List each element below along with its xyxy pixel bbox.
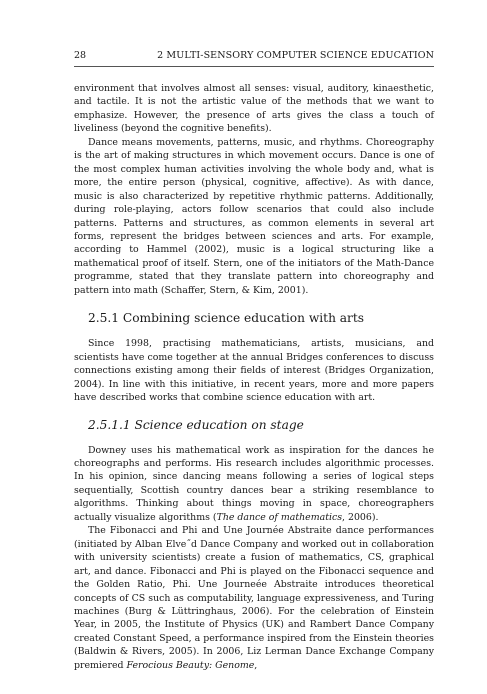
page-body <box>74 82 434 672</box>
paragraph-downey-end: , 2006). <box>342 511 379 523</box>
paragraph-fibonacci-text: The Fibonacci and Phi and Une Journée Abstraite dance performances (initiated by Alban Elve˝d Dance Company and worked out in collaboration with university scientists) create a fusion of mathematics, CS, graphical art, and dance. Fibonacci and Phi is played on the Fibonacci sequence and the Golden Ratio, Phi. Une Journeée Abstraite introduces theoretical concepts of CS such as computability, language expressiveness, and Turing machines (Burg & Lüttringhaus, 2006). For the celebration of Einstein Year, in 2005, the Institute of Physics (UK) and Rambert Dance Company created Constant Speed, a performance inspired from the Einstein theories (Baldwin & Rivers, 2005). In 2006, Liz Lerman Dance Exchange Company premiered <box>74 525 434 671</box>
paragraph-continuation: environment that involves almost all senses: visual, auditory, kinaesthetic, and tactile. It is not the artistic value of the methods that we want to emphasize. However, the presence of arts gives the class a touch of liveliness (beyond the cognitive benefits). <box>74 83 434 135</box>
paragraph-bridges: Since 1998, practising mathematicians, artists, musicians, and scientists have come together at the annual Bridges conferences to discuss connections existing among their fields of interest (Bridges Organization, 2004). In line with this initiative, in recent years, more and more papers have described works that combine science education with art. <box>74 338 434 404</box>
paragraph-fibonacci <box>74 524 434 672</box>
section-heading: 2.5.1 Combining science education with arts <box>88 311 365 326</box>
page-header <box>74 50 434 67</box>
paragraph-dance: Dance means movements, patterns, music, and rhythms. Choreography is the art of making structures in which movement occurs. Dance is one of the most complex human activities involving the whole body and, what is more, the entire person (physical, cognitive, affective). As with dance, music is also characterized by repetitive rhythmic patterns. Additionally, during role-playing, actors follow scenarios that could also include patterns. Patterns and structures, as common elements in several art forms, represent the bridges between sciences and arts. For example, according to Hammel (2002), music is a logical structuring like a mathematical proof of itself. Stern, one of the initiators of the Math-Dance programme, stated that they translate pattern into choreography and pattern into math (Schaffer, Stern, & Kim, 2001). <box>74 136 434 296</box>
page-number: 28 <box>74 50 87 61</box>
running-head: 2 MULTI-SENSORY COMPUTER SCIENCE EDUCATION <box>157 50 434 61</box>
paragraph-downey <box>74 444 434 525</box>
paragraph-downey-title: The dance of mathematics <box>216 511 343 523</box>
paragraph-downey-text: Downey uses his mathematical work as inspiration for the dances he choreographs and performs. His research includes algorithmic processes. In his opinion, since dancing means following a series of logical steps sequentially, Scottish country dances bear a striking resemblance to algorithms. Thinking about things moving in space, choreographers actually visualize algorithms ( <box>74 444 434 523</box>
paragraph-fibonacci-end: , <box>254 659 258 671</box>
subsection-heading: 2.5.1.1 Science education on stage <box>88 417 304 432</box>
paragraph-fibonacci-title: Ferocious Beauty: Genome <box>126 659 255 671</box>
